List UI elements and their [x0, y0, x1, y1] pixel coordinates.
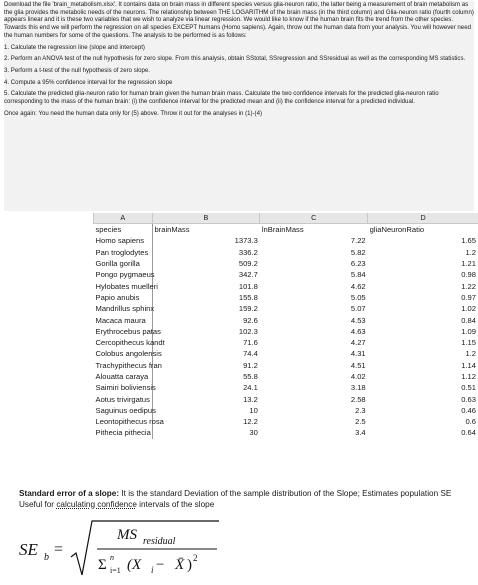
- glia-neuron-ratio-cell: 1.09: [461, 326, 476, 336]
- species-cell: Erythrocebus patas: [95, 326, 161, 336]
- ln-brain-mass-cell: 4.02: [350, 372, 366, 381]
- brain-mass-cell: 102.3: [152, 326, 260, 337]
- brain-mass-cell: 159.2: [152, 303, 260, 314]
- col-letter-b: B: [152, 213, 260, 224]
- table-row: [94, 416, 478, 427]
- table-row: [94, 382, 478, 393]
- table-row: [94, 292, 478, 303]
- species-cell: Saguinus oedipus: [95, 405, 156, 415]
- species-cell: Papio anubis: [95, 292, 140, 302]
- species-cell: Hylobates muelleri: [95, 281, 158, 291]
- ln-brain-mass-cell: 4.51: [350, 360, 366, 370]
- glia-neuron-ratio-cell: 0.84: [461, 315, 476, 325]
- glia-neuron-ratio-cell: 1.65: [461, 236, 476, 246]
- formula-exponent: 2: [193, 553, 198, 563]
- ln-brain-mass-cell: 5.05: [350, 292, 366, 302]
- brain-mass-cell: 12.2: [152, 416, 260, 427]
- standard-error-formula: [19, 517, 279, 583]
- ln-brain-mass-cell: 5.07: [350, 304, 366, 314]
- formula-den-term: (X: [127, 557, 142, 573]
- ln-brain-mass-cell: 5.82: [350, 247, 366, 257]
- formula-equals: =: [54, 541, 64, 558]
- brain-mass-cell: 91.2: [152, 360, 260, 371]
- sqrt-sign: [71, 521, 219, 575]
- table-row: [94, 235, 478, 246]
- table-row: [94, 247, 478, 258]
- brain-mass-cell: 13.2: [152, 393, 260, 404]
- formula-sum-bottom: i=1: [110, 566, 121, 575]
- ln-brain-mass-cell: 2.5: [355, 417, 366, 427]
- brain-mass-cell: 30: [152, 427, 260, 438]
- ln-brain-mass-cell: 2.3: [355, 405, 366, 415]
- col-letter-a: A: [94, 213, 153, 224]
- formula-se-subscript: b: [44, 552, 49, 563]
- glia-neuron-ratio-cell: 0.6: [465, 417, 476, 427]
- brain-mass-cell: 342.7: [152, 269, 260, 280]
- species-cell: Macaca maura: [95, 315, 146, 325]
- table-row: [94, 348, 478, 359]
- table-row: [94, 303, 478, 314]
- question-2: 2. Perform an ANOVA test of the null hypothesis for zero slope. From this analysis, obtain SStotal, SSregression and SSresidual as well as the corresponding MS statistics.: [4, 55, 466, 63]
- formula-ms-subscript: residual: [143, 536, 176, 547]
- table-row: [94, 314, 478, 325]
- brain-mass-cell: 71.6: [152, 337, 260, 348]
- human-data-note: Once again: You need the human data only for (5) above. Throw it out for the analyses in (1)-(4): [4, 109, 263, 117]
- table-row: [94, 371, 478, 382]
- question-3: 3. Perform a t-test of the null hypothesis of zero slope.: [4, 66, 150, 74]
- header-species: species: [95, 225, 122, 235]
- standard-error-note: [19, 488, 475, 510]
- ln-brain-mass-cell: 4.62: [350, 281, 366, 291]
- glia-neuron-ratio-cell: 1.2: [465, 349, 476, 359]
- brain-mass-cell: 10: [152, 405, 260, 416]
- brain-mass-cell: 1373.3: [152, 235, 260, 246]
- ln-brain-mass-cell: 4.53: [350, 315, 366, 325]
- brain-mass-cell: 24.1: [152, 382, 260, 393]
- species-cell: Leontopithecus rosa: [95, 417, 164, 427]
- brain-mass-cell: 336.2: [152, 247, 260, 258]
- data-spreadsheet: [93, 213, 478, 439]
- species-cell: Trachypithecus fran: [95, 360, 162, 370]
- glia-neuron-ratio-cell: 1.02: [461, 304, 476, 314]
- species-cell: Pan troglodytes: [95, 247, 149, 257]
- brain-mass-cell: 92.6: [152, 314, 260, 325]
- formula-den-subscript: i: [151, 565, 154, 575]
- ln-brain-mass-cell: 6.23: [350, 259, 366, 269]
- ln-brain-mass-cell: 3.4: [355, 428, 366, 438]
- header-brain-mass: brainMass: [152, 224, 260, 236]
- header-ln-brain-mass: lnBrainMass: [261, 225, 304, 235]
- brain-mass-cell: 509.2: [152, 258, 260, 269]
- glia-neuron-ratio-cell: 1.22: [461, 281, 476, 291]
- table-row: [94, 405, 478, 416]
- se-note-title: Standard error of a slope:: [19, 489, 120, 498]
- column-letter-row: [94, 213, 478, 224]
- table-row: [94, 269, 478, 280]
- table-row: [94, 258, 478, 269]
- glia-neuron-ratio-cell: 0.98: [461, 270, 476, 280]
- table-row: [94, 280, 478, 291]
- glia-neuron-ratio-cell: 1.2: [465, 247, 476, 257]
- table-row: [94, 326, 478, 337]
- glia-neuron-ratio-cell: 1.15: [461, 338, 476, 348]
- col-letter-d: D: [368, 213, 478, 224]
- species-cell: Gorilla gorilla: [95, 259, 140, 269]
- glia-neuron-ratio-cell: 1.14: [461, 360, 476, 370]
- species-cell: Homo sapiens: [95, 236, 145, 246]
- formula-sum: Σ: [98, 557, 107, 573]
- brain-mass-cell: 74.4: [152, 348, 260, 359]
- instructions-panel: [4, 1, 474, 211]
- ln-brain-mass-cell: 7.22: [350, 236, 366, 246]
- formula-se: SE: [19, 540, 38, 559]
- ln-brain-mass-cell: 4.27: [350, 338, 366, 348]
- intro-paragraph: Download the file 'brain_metabolism.xlsx'. It contains data on brain mass in different species versus glia-neuron ratio, the latter being a measurement of brain metabolism as the glia provides the metabolic needs of the neurons. The relationship between THE LOGARITHM of the brain mass (in the third column) and Glia-neuron ratio (fourth column) appears linear and it is these two variables that we wish to analyze via linear regression. We would like to know if the human brain fits the trend from the other species. Towards this end we will perform the regression on all species EXCEPT humans (Homo sapiens). Again, throw out the human data from your analysis. You will however need the human numbers for some of the questions. The analysis to be performed is as follows:: [4, 1, 474, 39]
- glia-neuron-ratio-cell: 1.12: [461, 372, 476, 381]
- table-row: [94, 360, 478, 371]
- species-cell: Alouatta caraya: [95, 372, 149, 381]
- header-glia-neuron-ratio: gliaNeuronRatio: [369, 225, 425, 235]
- glia-neuron-ratio-cell: 0.97: [461, 292, 476, 302]
- se-note-line2-a: Useful for: [19, 500, 57, 509]
- species-cell: Colobus angolensis: [95, 349, 162, 359]
- col-letter-c: C: [260, 213, 368, 224]
- formula-close-paren: ): [187, 557, 192, 573]
- species-cell: Saimiri boliviensis: [95, 383, 156, 393]
- glia-neuron-ratio-cell: 0.51: [461, 383, 476, 393]
- glia-neuron-ratio-cell: 0.46: [461, 405, 476, 415]
- species-cell: Pongo pygmaeus: [95, 270, 155, 280]
- brain-mass-cell: 55.8: [152, 371, 260, 382]
- glia-neuron-ratio-cell: 0.64: [461, 428, 476, 438]
- ln-brain-mass-cell: 5.84: [350, 270, 366, 280]
- glia-neuron-ratio-cell: 0.63: [461, 394, 476, 404]
- se-note-text: It is the standard Deviation of the sample distribution of the Slope; Estimates population SE: [119, 489, 452, 498]
- se-note-line2-b: intervals of the slope: [136, 500, 215, 509]
- question-5: 5. Calculate the predicted glia-neuron ratio for human brain given the human brain mass. Calculate the two confidence intervals for the predicted glia-neuron ratio corresponding to the mass of the human brain: (i) the confidence interval for the predicted mean and (ii) the confidence interval for a predicted individual.: [4, 90, 439, 106]
- species-cell: Aotus trivirgatus: [95, 394, 150, 404]
- se-note-line2-underlined: calculating confidence: [56, 500, 137, 509]
- ln-brain-mass-cell: 2.58: [350, 394, 366, 404]
- species-cell: Cercopithecus kandt: [95, 338, 165, 348]
- table-row: [94, 427, 478, 438]
- ln-brain-mass-cell: 3.18: [350, 383, 366, 393]
- table-row: [94, 337, 478, 348]
- header-row: [94, 224, 478, 236]
- formula-ms: MS: [117, 527, 137, 543]
- species-cell: Pithecia pithecia: [95, 428, 151, 438]
- question-1: 1. Calculate the regression line (slope and intercept): [4, 43, 145, 51]
- glia-neuron-ratio-cell: 1.21: [461, 259, 476, 269]
- table-row: [94, 393, 478, 404]
- brain-mass-cell: 101.8: [152, 280, 260, 291]
- species-cell: Mandrillus sphinx: [95, 304, 155, 314]
- brain-mass-cell: 155.8: [152, 292, 260, 303]
- question-4: 4. Compute a 95% confidence interval for the regression slope: [4, 78, 173, 86]
- formula-minus: −: [156, 557, 165, 573]
- formula-xbar: X̄: [175, 557, 185, 573]
- ln-brain-mass-cell: 4.31: [350, 349, 366, 359]
- ln-brain-mass-cell: 4.63: [350, 326, 366, 336]
- formula-sum-top: n: [110, 553, 114, 562]
